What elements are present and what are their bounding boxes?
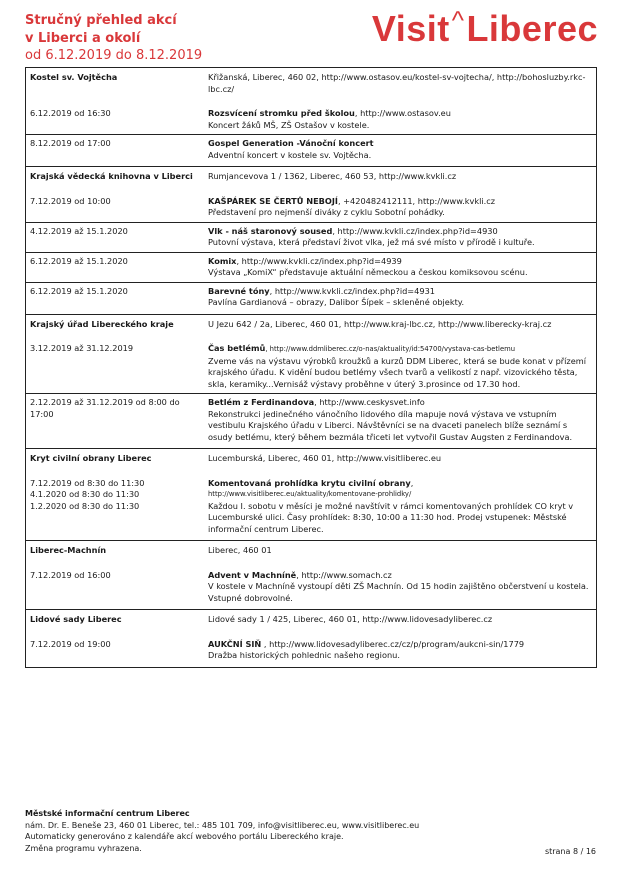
- event-headline: [208, 108, 592, 120]
- venue-address: Rumjancevova 1 / 1362, Liberec, 460 53, http://www.kvkli.cz: [204, 167, 597, 186]
- venue-row: [26, 68, 597, 99]
- venue-address: Lidové sady 1 / 425, Liberec, 460 01, http://www.lidovesadyliberec.cz: [204, 610, 597, 629]
- event-headline: [208, 397, 592, 409]
- event-description: Každou I. sobotu v měsíci je možné navštívit v rámci komentovaných prohlídek CO kryt v Lucemburské ulici. Časy prohlídek: 8:30, 10:00 a 11:30 hod. Prodej vstupenek: Městské informační centrum Liberec.: [208, 500, 574, 534]
- venue-name: Krajský úřad Libereckého kraje: [26, 314, 205, 333]
- venue-row: [26, 167, 597, 186]
- event-link[interactable]: , http://www.lidovesadyliberec.cz/cz/p/program/aukcni-sin/1779: [261, 638, 525, 649]
- title-line-2: v Liberci a okolí: [25, 31, 141, 46]
- event-title: Advent v Machníně: [208, 569, 297, 580]
- event-description: Představení pro nejmenší diváky z cyklu Sobotní pohádky.: [208, 207, 445, 217]
- event-link[interactable]: , http://www.kvkli.cz/index.php?id=4931: [269, 285, 436, 296]
- event-link[interactable]: , http://www.somach.cz: [296, 569, 392, 580]
- event-row: [26, 135, 597, 167]
- footer-org: Městské informační centrum Liberec: [25, 809, 190, 818]
- event-link-2[interactable]: http://www.visitliberec.eu/aktuality/komentovane-prohlidky/: [208, 490, 412, 498]
- event-title: Vlk - náš staronový soused: [208, 225, 333, 236]
- events-table: [25, 67, 597, 668]
- event-details: [204, 468, 597, 541]
- date-range: od 6.12.2019 do 8.12.2019: [25, 48, 203, 63]
- event-row: [26, 282, 597, 314]
- event-date: 3.12.2019 až 31.12.2019: [30, 343, 134, 353]
- event-row: [26, 186, 597, 223]
- event-headline: [208, 226, 592, 238]
- event-title: Čas betlémů: [208, 343, 266, 353]
- footer-note-auto: Automaticky generováno z kalendáře akcí webového portálu Libereckého kraje.: [25, 832, 344, 841]
- event-headline: [208, 343, 592, 356]
- venue-name: Liberec-Machnín: [26, 541, 205, 560]
- event-details: [204, 282, 597, 314]
- event-headline: [208, 570, 592, 582]
- event-description: Zveme vás na výstavu výrobků kroužků a kurzů DDM Liberec, která se bude konat v přízemí krajského úřadu. K vidění budou betlémy všech tvarů a velikostí z např. vizovického těsta, skla, keramiky...Vernisáž výstavy proběhne v úterý 3.prosince od 17.30 hod.: [208, 355, 587, 389]
- event-link[interactable]: , http://www.ddmliberec.cz/o-nas/aktuality/id:54700/vystava-cas-betlemu: [265, 345, 516, 353]
- event-row: [26, 560, 597, 610]
- event-title: Komix: [208, 255, 237, 266]
- venue-address: U Jezu 642 / 2a, Liberec, 460 01, http://www.kraj-lbc.cz, http://www.liberecky-kraj.cz: [204, 314, 597, 333]
- event-row: [26, 394, 597, 449]
- event-description: Rekonstrukci jedinečného vánočního lidového díla mapuje nová výstava ve vstupním vestibulu Krajského úřadu v Liberci. Návštěvníci se na dvaceti panelech blíže seznámí s osudy betlému, který během bezmála třiceti let vytvořil Gustav Augsten z Ferdinandova.: [208, 408, 573, 442]
- event-title: Betlém z Ferdinandova: [208, 397, 315, 407]
- event-headline: [208, 286, 592, 298]
- venue-name: Lidové sady Liberec: [26, 610, 205, 629]
- event-details: [204, 186, 597, 223]
- venue-address: Křižanská, Liberec, 460 02, http://www.ostasov.eu/kostel-sv-vojtecha/, http://bohosluzby.rkc-lbc.cz/: [208, 72, 586, 94]
- venue-row: [26, 610, 597, 629]
- venue-row: [26, 449, 597, 468]
- event-title: AUKČNÍ SIŇ: [208, 638, 262, 649]
- event-description: Putovní výstava, která představí život vlka, jež má své místo v přírodě i kultuře.: [208, 237, 535, 247]
- event-row: [26, 468, 597, 541]
- event-details: [204, 98, 597, 135]
- event-title: Komentovaná prohlídka krytu civilní obrany: [208, 477, 411, 488]
- event-date: 7.12.2019 od 8:30 do 11:30 4.1.2020 od 8:30 do 11:30 1.2.2020 od 8:30 do 11:30: [30, 477, 145, 511]
- event-headline: [208, 639, 592, 651]
- event-date: 8.12.2019 od 17:00: [26, 135, 205, 167]
- venue-address: Lucemburská, Liberec, 460 01, http://www.visitliberec.eu: [204, 449, 597, 468]
- event-headline: [208, 256, 592, 268]
- event-headline: [208, 196, 592, 208]
- event-date: 7.12.2019 od 10:00: [30, 195, 111, 206]
- event-title: Gospel Generation -Vánoční koncert: [208, 138, 374, 148]
- venue-name: Kostel sv. Vojtěcha: [30, 72, 118, 82]
- event-title: KAŠPÁREK SE ČERTŮ NEBOJÍ: [208, 195, 338, 206]
- event-description: Koncert žáků MŠ, ZŠ Ostašov v kostele.: [208, 119, 370, 130]
- event-description: Dražba historických pohlednic našeho regionu.: [208, 650, 400, 660]
- event-description: Pavlína Gardianová – obrazy, Dalibor Šípek – skleněné objekty.: [208, 297, 465, 307]
- footer: [25, 808, 597, 854]
- event-date: 7.12.2019 od 16:00: [30, 569, 111, 580]
- footer-contact: nám. Dr. E. Beneše 23, 460 01 Liberec, tel.: 485 101 709, info@visitliberec.eu, www.visitliberec.eu: [25, 820, 420, 830]
- event-description: Adventní koncert v kostele sv. Vojtěcha.: [208, 149, 372, 160]
- event-description: Výstava „KomiX“ představuje aktuální německou a českou komiksovou scénu.: [208, 267, 528, 277]
- event-date: 7.12.2019 od 19:00: [30, 638, 111, 649]
- event-row: [26, 222, 597, 252]
- event-date: 4.12.2019 až 15.1.2020: [26, 222, 205, 252]
- event-row: [26, 333, 597, 394]
- venue-name: Kryt civilní obrany Liberec: [26, 449, 205, 468]
- event-row: [26, 98, 597, 135]
- event-date: 2.12.2019 až 31.12.2019 od 8:00 do 17:00: [26, 394, 205, 449]
- event-headline: [208, 478, 592, 490]
- title-line-1: Stručný přehled akcí: [25, 13, 177, 28]
- event-title: Rozsvícení stromku před školou: [208, 108, 355, 118]
- page-title: [25, 12, 177, 48]
- event-date: 6.12.2019 až 15.1.2020: [26, 252, 205, 282]
- event-details: [204, 394, 597, 449]
- event-link[interactable]: , http://www.kvkli.cz/index.php?id=4939: [236, 255, 402, 266]
- event-date: 6.12.2019 od 16:30: [30, 108, 111, 118]
- event-row: [26, 629, 597, 668]
- event-headline: [208, 138, 592, 150]
- visitliberec-logo: Visit^Liberec: [371, 5, 598, 49]
- event-row: [26, 252, 597, 282]
- event-details: [204, 560, 597, 610]
- event-date: 6.12.2019 až 15.1.2020: [26, 282, 205, 314]
- event-link[interactable]: , +420482412111, http://www.kvkli.cz: [337, 195, 496, 206]
- venue-row: [26, 314, 597, 333]
- event-link[interactable]: , http://www.ostasov.eu: [354, 108, 451, 118]
- event-description: V kostele v Machníně vystoupí děti ZŠ Machnín. Od 15 hodin zajištěno občerstvení u kostela. Vstupné dobrovolné.: [208, 581, 589, 603]
- event-details: [204, 333, 597, 394]
- event-link[interactable]: ,: [410, 477, 414, 488]
- page-number: strana 8 / 16: [544, 847, 596, 856]
- event-link[interactable]: , http://www.ceskysvet.info: [314, 397, 425, 407]
- venue-address: Liberec, 460 01: [204, 541, 597, 560]
- event-details: [204, 252, 597, 282]
- event-title: Barevné tóny: [208, 285, 270, 296]
- event-details: [204, 135, 597, 167]
- event-details: [204, 222, 597, 252]
- event-details: [204, 629, 597, 668]
- venue-row: [26, 541, 597, 560]
- venue-name: Krajská vědecká knihovna v Liberci: [26, 167, 205, 186]
- footer-note-change: Změna programu vyhrazena.: [25, 843, 142, 853]
- event-link[interactable]: , http://www.kvkli.cz/index.php?id=4930: [332, 225, 498, 236]
